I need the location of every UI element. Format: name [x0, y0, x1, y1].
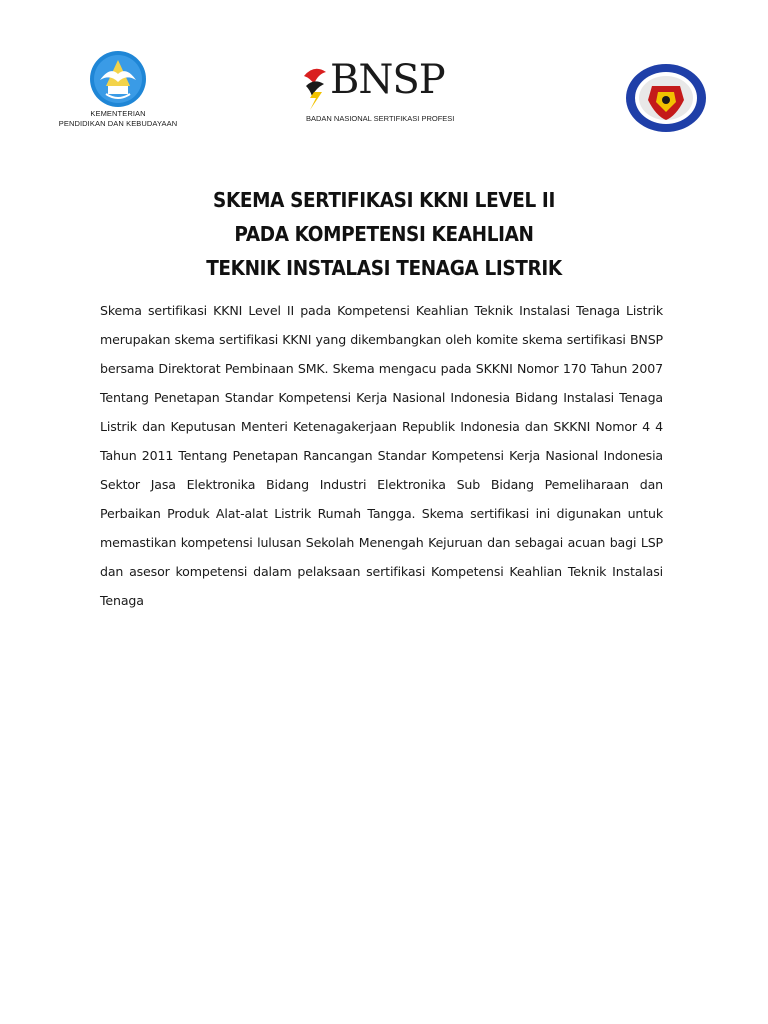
bnsp-logo [300, 57, 455, 127]
bnsp-subtitle: BADAN NASIONAL SERTIFIKASI PROFESI [306, 114, 455, 123]
tut-wuri-handayani-emblem-icon [48, 50, 188, 110]
bnsp-wordmark: BNSP [330, 57, 445, 103]
paragraph-line: bersama Direktorat Pembinaan SMK. Skema mengacu pada SKKNI Nomor 170 Tahun 2007 [100, 361, 663, 376]
kemdikbud-caption-line2: PENDIDIKAN DAN KEBUDAYAAN [58, 119, 178, 128]
title-line-3: TEKNIK INSTALASI TENAGA LISTRIK [206, 256, 562, 280]
paragraph-line: memastikan kompetensi lulusan Sekolah Menengah Kejuruan dan sebagai acuan bagi LSP [100, 535, 663, 550]
paragraph-line: Perbaikan Produk Alat-alat Listrik Rumah Tangga. Skema sertifikasi ini digunakan untuk [100, 506, 663, 521]
lsp-seal-emblem-icon [624, 62, 708, 134]
lsp-seal-logo [624, 62, 708, 134]
kemdikbud-caption-line1: KEMENTERIAN [90, 109, 146, 118]
paragraph-line: dan asesor kompetensi dalam pelaksaan sertifikasi Kompetensi Keahlian Teknik Instalasi [100, 564, 663, 579]
title-line-1: SKEMA SERTIFIKASI KKNI LEVEL II [213, 188, 555, 212]
paragraph-line: Tenaga [100, 593, 144, 608]
paragraph-line: Listrik dan Keputusan Menteri Ketenagakerjaan Republik Indonesia dan SKKNI Nomor 4 4 [100, 419, 663, 434]
paragraph-line: Skema sertifikasi KKNI Level II pada Kompetensi Keahlian Teknik Instalasi Tenaga Listrik [100, 303, 663, 318]
paragraph-line: Tahun 2011 Tentang Penetapan Rancangan Standar Kompetensi Kerja Nasional Indonesia [100, 448, 663, 463]
kemdikbud-logo [48, 50, 188, 135]
paragraph-line: Sektor Jasa Elektronika Bidang Industri Elektronika Sub Bidang Pemeliharaan dan [100, 477, 663, 492]
paragraph-line: Tentang Penetapan Standar Kompetensi Kerja Nasional Indonesia Bidang Instalasi Tenaga [100, 390, 663, 405]
title-line-2: PADA KOMPETENSI KEAHLIAN [234, 222, 534, 246]
bnsp-mark-icon [300, 62, 330, 112]
paragraph-line: merupakan skema sertifikasi KKNI yang dikembangkan oleh komite skema sertifikasi BNSP [100, 332, 663, 347]
